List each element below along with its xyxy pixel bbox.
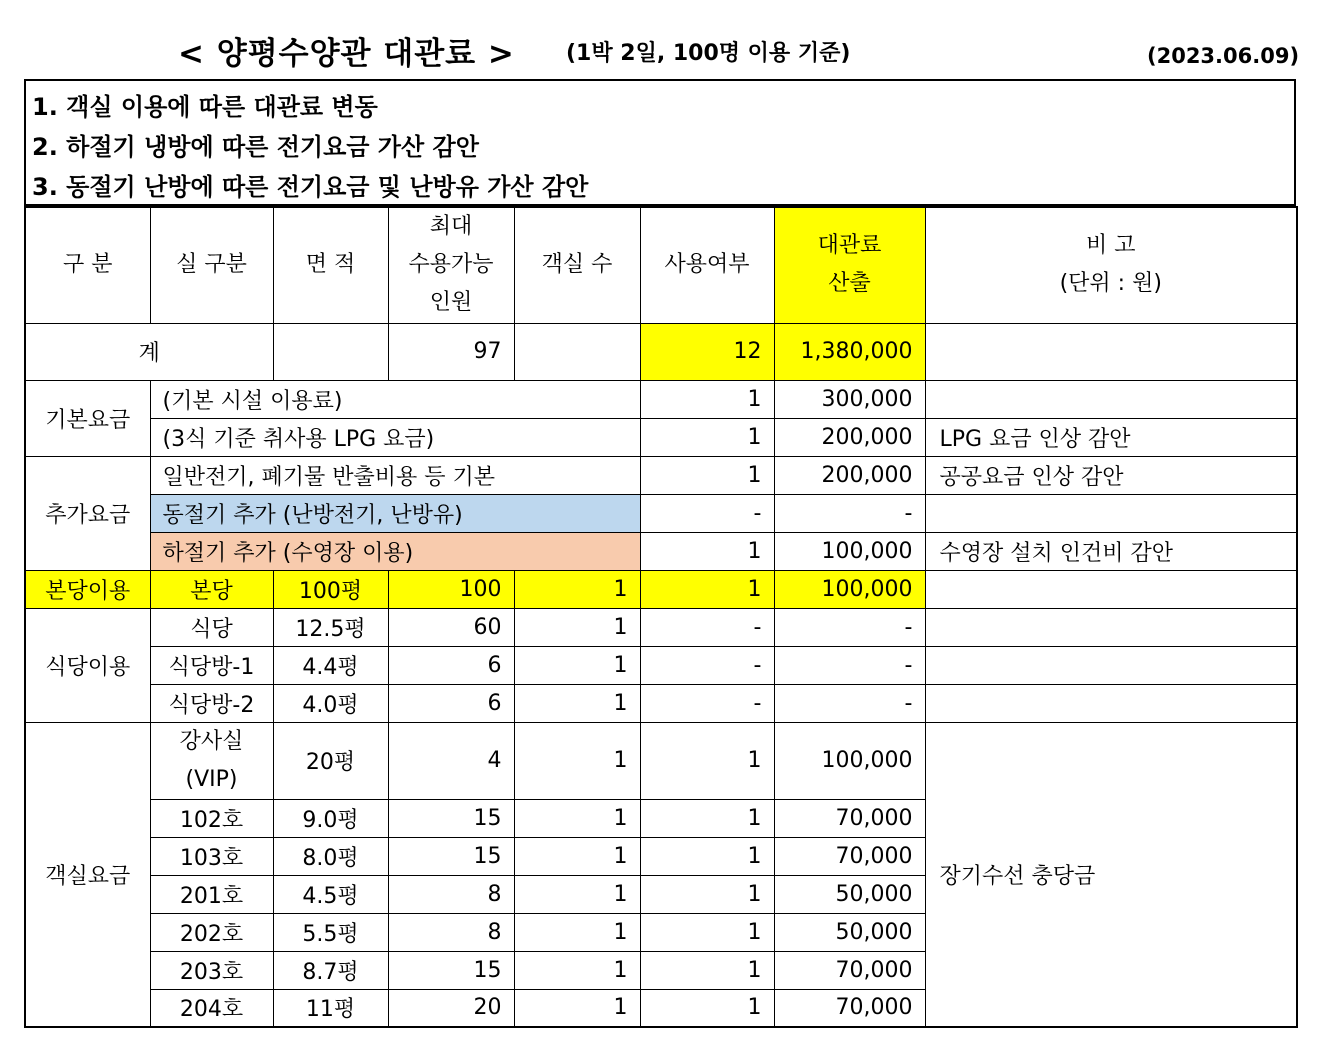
page-subtitle: (1박 2일, 100명 이용 기준) bbox=[566, 41, 851, 66]
dining-usage-2: - bbox=[640, 646, 774, 684]
dining-capacity-1: 60 bbox=[388, 608, 514, 646]
guest-area-vip: 20평 bbox=[273, 722, 388, 799]
total-capacity: 97 bbox=[388, 323, 514, 380]
total-label: 계 bbox=[25, 323, 273, 380]
guest-room-vip-line2: (VIP) bbox=[185, 766, 238, 792]
hall-rooms: 1 bbox=[514, 570, 640, 608]
guest-usage-202: 1 bbox=[640, 913, 774, 951]
guest-remark: 장기수선 충당금 bbox=[925, 722, 1297, 1027]
guest-area-203: 8.7평 bbox=[273, 951, 388, 989]
guest-capacity-102: 15 bbox=[388, 799, 514, 837]
dining-capacity-2: 6 bbox=[388, 646, 514, 684]
guest-capacity-103: 15 bbox=[388, 837, 514, 875]
guest-usage-201: 1 bbox=[640, 875, 774, 913]
guest-capacity-204: 20 bbox=[388, 989, 514, 1027]
title-row bbox=[0, 22, 1328, 72]
dining-row-2 bbox=[25, 646, 1297, 684]
dining-room-1: 식당 bbox=[150, 608, 273, 646]
extra-fee-3: 100,000 bbox=[774, 532, 925, 570]
guest-fee-vip: 100,000 bbox=[774, 722, 925, 799]
guest-room-vip-line1: 강사실 bbox=[179, 728, 244, 754]
guest-room-vip bbox=[150, 722, 273, 799]
extra-remark-2 bbox=[925, 494, 1297, 532]
guest-area-102: 9.0평 bbox=[273, 799, 388, 837]
guest-usage-203: 1 bbox=[640, 951, 774, 989]
header-capacity-line2: 수용가능 bbox=[408, 252, 494, 278]
dining-rooms-2: 1 bbox=[514, 646, 640, 684]
dining-rooms-1: 1 bbox=[514, 608, 640, 646]
document-date: (2023.06.09) bbox=[1147, 44, 1300, 68]
extra-usage-2: - bbox=[640, 494, 774, 532]
extra-usage-1: 1 bbox=[640, 456, 774, 494]
guest-usage-204: 1 bbox=[640, 989, 774, 1027]
guest-rooms-102: 1 bbox=[514, 799, 640, 837]
guest-rooms-201: 1 bbox=[514, 875, 640, 913]
dining-remark-2 bbox=[925, 646, 1297, 684]
guest-fee-103: 70,000 bbox=[774, 837, 925, 875]
basic-fee-2: 200,000 bbox=[774, 418, 925, 456]
page-title: < 양평수양관 대관료 > bbox=[178, 36, 515, 72]
dining-usage-3: - bbox=[640, 684, 774, 722]
extra-fee-1: 200,000 bbox=[774, 456, 925, 494]
guest-row-vip bbox=[25, 722, 1297, 799]
guest-usage-vip: 1 bbox=[640, 722, 774, 799]
guest-fee-102: 70,000 bbox=[774, 799, 925, 837]
total-rooms bbox=[514, 323, 640, 380]
dining-area-1: 12.5평 bbox=[273, 608, 388, 646]
header-fee-line2: 산출 bbox=[828, 271, 871, 297]
guest-label: 객실요금 bbox=[25, 722, 150, 1027]
guest-capacity-203: 15 bbox=[388, 951, 514, 989]
extra-row-3 bbox=[25, 532, 1297, 570]
guest-rooms-203: 1 bbox=[514, 951, 640, 989]
guest-capacity-202: 8 bbox=[388, 913, 514, 951]
extra-remark-1: 공공요금 인상 감안 bbox=[925, 456, 1297, 494]
total-area bbox=[273, 323, 388, 380]
guest-fee-202: 50,000 bbox=[774, 913, 925, 951]
extra-item-2: 동절기 추가 (난방전기, 난방유) bbox=[150, 494, 640, 532]
guest-usage-102: 1 bbox=[640, 799, 774, 837]
extra-label: 추가요금 bbox=[25, 456, 150, 570]
guest-area-202: 5.5평 bbox=[273, 913, 388, 951]
extra-item-3: 하절기 추가 (수영장 이용) bbox=[150, 532, 640, 570]
guest-room-203: 203호 bbox=[150, 951, 273, 989]
dining-row-1 bbox=[25, 608, 1297, 646]
header-capacity bbox=[388, 207, 514, 323]
basic-usage-2: 1 bbox=[640, 418, 774, 456]
dining-row-3 bbox=[25, 684, 1297, 722]
guest-room-201: 201호 bbox=[150, 875, 273, 913]
guest-capacity-201: 8 bbox=[388, 875, 514, 913]
header-remark bbox=[925, 207, 1297, 323]
header-row bbox=[25, 207, 1297, 323]
extra-fee-2: - bbox=[774, 494, 925, 532]
guest-area-201: 4.5평 bbox=[273, 875, 388, 913]
guest-fee-204: 70,000 bbox=[774, 989, 925, 1027]
total-usage: 12 bbox=[640, 323, 774, 380]
dining-room-3: 식당방-2 bbox=[150, 684, 273, 722]
basic-fee-1: 300,000 bbox=[774, 380, 925, 418]
extra-row-2 bbox=[25, 494, 1297, 532]
basic-remark-1 bbox=[925, 380, 1297, 418]
total-fee: 1,380,000 bbox=[774, 323, 925, 380]
guest-room-102: 102호 bbox=[150, 799, 273, 837]
header-rooms: 객실 수 bbox=[514, 207, 640, 323]
header-area: 면 적 bbox=[273, 207, 388, 323]
guest-rooms-202: 1 bbox=[514, 913, 640, 951]
hall-label: 본당이용 bbox=[25, 570, 150, 608]
header-remark-line2: (단위 : 원) bbox=[1059, 271, 1162, 297]
guest-fee-203: 70,000 bbox=[774, 951, 925, 989]
guest-room-103: 103호 bbox=[150, 837, 273, 875]
header-fee-line1: 대관료 bbox=[817, 233, 882, 259]
dining-fee-3: - bbox=[774, 684, 925, 722]
hall-area: 100평 bbox=[273, 570, 388, 608]
basic-remark-2: LPG 요금 인상 감안 bbox=[925, 418, 1297, 456]
basic-usage-1: 1 bbox=[640, 380, 774, 418]
note-1: 1. 객실 이용에 따른 대관료 변동 bbox=[32, 93, 378, 121]
guest-area-103: 8.0평 bbox=[273, 837, 388, 875]
basic-item-2: (3식 기준 취사용 LPG 요금) bbox=[150, 418, 640, 456]
dining-room-2: 식당방-1 bbox=[150, 646, 273, 684]
extra-usage-3: 1 bbox=[640, 532, 774, 570]
total-row bbox=[25, 323, 1297, 380]
dining-usage-1: - bbox=[640, 608, 774, 646]
dining-fee-2: - bbox=[774, 646, 925, 684]
basic-row-1 bbox=[25, 380, 1297, 418]
hall-usage: 1 bbox=[640, 570, 774, 608]
header-room-type: 실 구분 bbox=[150, 207, 273, 323]
dining-remark-3 bbox=[925, 684, 1297, 722]
guest-rooms-204: 1 bbox=[514, 989, 640, 1027]
hall-fee: 100,000 bbox=[774, 570, 925, 608]
guest-area-204: 11평 bbox=[273, 989, 388, 1027]
hall-capacity: 100 bbox=[388, 570, 514, 608]
guest-fee-201: 50,000 bbox=[774, 875, 925, 913]
header-remark-line1: 비 고 bbox=[1086, 233, 1136, 259]
guest-room-204: 204호 bbox=[150, 989, 273, 1027]
fee-table bbox=[24, 206, 1298, 1028]
dining-area-3: 4.0평 bbox=[273, 684, 388, 722]
note-2: 2. 하절기 냉방에 따른 전기요금 가산 감안 bbox=[32, 133, 479, 161]
dining-label: 식당이용 bbox=[25, 608, 150, 722]
guest-capacity-vip: 4 bbox=[388, 722, 514, 799]
notes-box bbox=[24, 79, 1296, 206]
extra-remark-3: 수영장 설치 인건비 감안 bbox=[925, 532, 1297, 570]
header-category: 구 분 bbox=[25, 207, 150, 323]
extra-row-1 bbox=[25, 456, 1297, 494]
dining-rooms-3: 1 bbox=[514, 684, 640, 722]
guest-usage-103: 1 bbox=[640, 837, 774, 875]
header-capacity-line1: 최대 bbox=[429, 214, 473, 240]
hall-remark bbox=[925, 570, 1297, 608]
basic-row-2 bbox=[25, 418, 1297, 456]
header-capacity-line3: 인원 bbox=[429, 290, 473, 316]
dining-fee-1: - bbox=[774, 608, 925, 646]
total-remark bbox=[925, 323, 1297, 380]
dining-capacity-3: 6 bbox=[388, 684, 514, 722]
guest-rooms-vip: 1 bbox=[514, 722, 640, 799]
hall-room: 본당 bbox=[150, 570, 273, 608]
dining-area-2: 4.4평 bbox=[273, 646, 388, 684]
guest-rooms-103: 1 bbox=[514, 837, 640, 875]
hall-row bbox=[25, 570, 1297, 608]
basic-label: 기본요금 bbox=[25, 380, 150, 456]
guest-room-202: 202호 bbox=[150, 913, 273, 951]
header-fee bbox=[774, 207, 925, 323]
dining-remark-1 bbox=[925, 608, 1297, 646]
header-usage: 사용여부 bbox=[640, 207, 774, 323]
extra-item-1: 일반전기, 폐기물 반출비용 등 기본 bbox=[150, 456, 640, 494]
basic-item-1: (기본 시설 이용료) bbox=[150, 380, 640, 418]
note-3: 3. 동절기 난방에 따른 전기요금 및 난방유 가산 감안 bbox=[32, 173, 589, 201]
